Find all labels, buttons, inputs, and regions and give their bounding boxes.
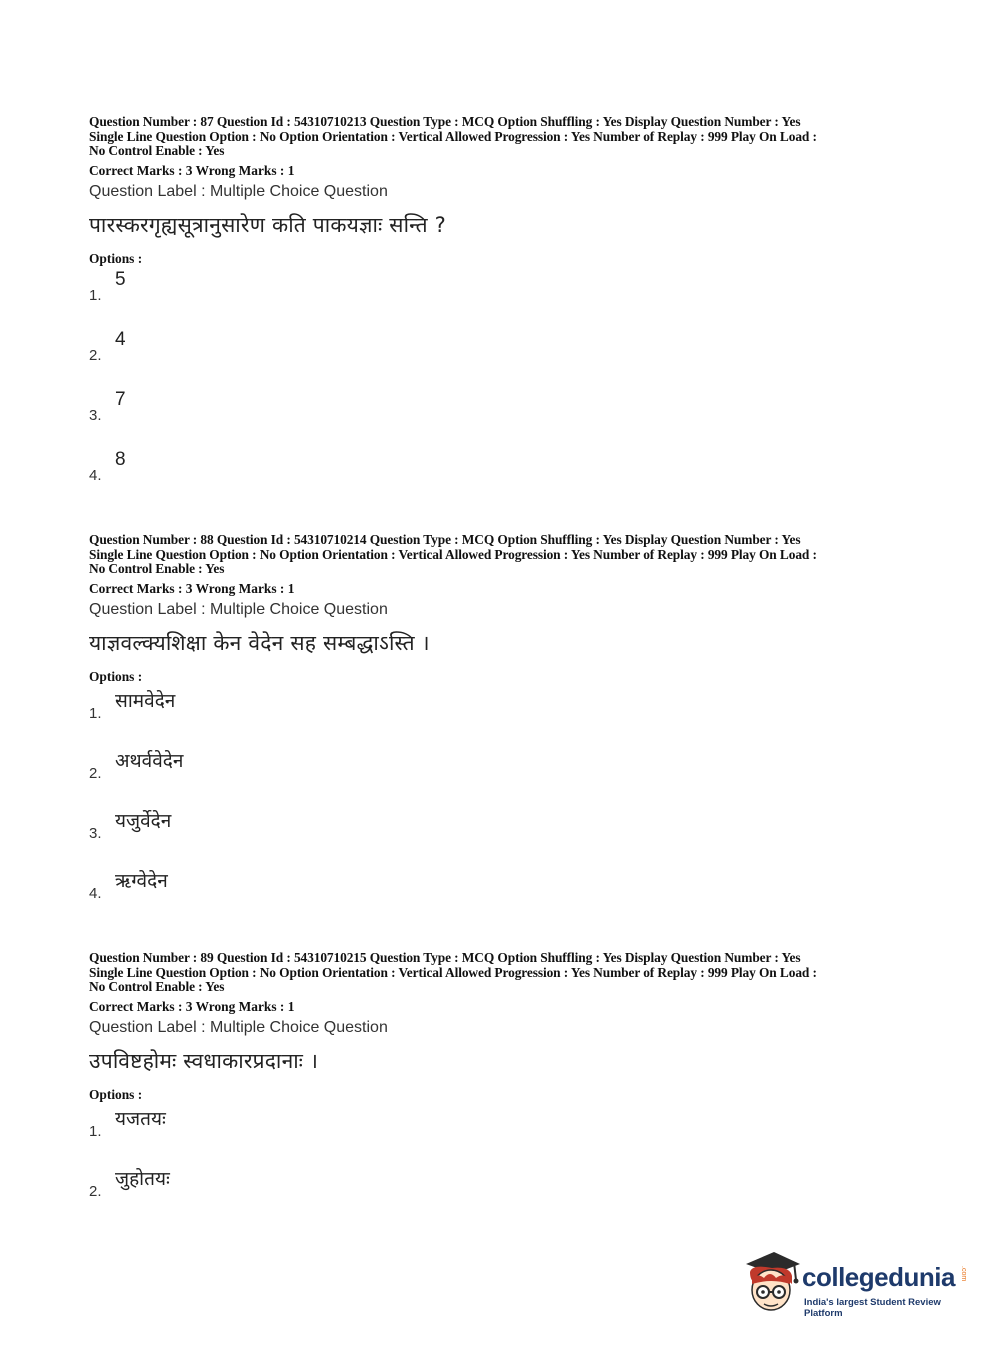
- question-label: Question Label : Multiple Choice Question: [89, 1018, 388, 1036]
- option-number: 1.: [89, 1122, 102, 1140]
- option-value: 7: [115, 388, 126, 410]
- option-2[interactable]: [89, 327, 919, 387]
- option-number: 1.: [89, 286, 102, 304]
- option-value: यजुर्वेदेन: [115, 809, 172, 832]
- logo-brand-text: collegedunia: [802, 1262, 955, 1292]
- option-number: 3.: [89, 406, 102, 424]
- option-1[interactable]: [89, 1103, 919, 1163]
- question-text: पारस्करगृह्यसूत्रानुसारेण कति पाकयज्ञाः सन्ति ?: [89, 212, 446, 237]
- option-3[interactable]: [89, 805, 919, 865]
- question-label: Question Label : Multiple Choice Question: [89, 600, 388, 618]
- option-value: जुहोतयः: [115, 1167, 170, 1190]
- question-marks: Correct Marks : 3 Wrong Marks : 1: [89, 998, 295, 1014]
- option-number: 4.: [89, 466, 102, 484]
- question-meta: Question Number : 88 Question Id : 54310710214 Question Type : MCQ Option Shuffling : Yes Display Question Number : Yes Single Line Question Option : No Option Orientation : Vertical Allowed Progression : Yes Number of Replay : 999 Play On Load : No Control Enable : Yes: [89, 532, 817, 577]
- question-meta: Question Number : 87 Question Id : 54310710213 Question Type : MCQ Option Shuffling : Yes Display Question Number : Yes Single Line Question Option : No Option Orientation : Vertical Allowed Progression : Yes Number of Replay : 999 Play On Load : No Control Enable : Yes: [89, 114, 817, 159]
- option-number: 2.: [89, 764, 102, 782]
- option-number: 3.: [89, 824, 102, 842]
- options-title: Options :: [89, 1086, 143, 1102]
- collegedunia-logo[interactable]: [742, 1250, 972, 1318]
- question-marks: Correct Marks : 3 Wrong Marks : 1: [89, 580, 295, 596]
- option-2[interactable]: [89, 1163, 919, 1223]
- option-number: 2.: [89, 346, 102, 364]
- question-89: [89, 951, 919, 1223]
- question-87: [89, 115, 919, 507]
- question-marks: Correct Marks : 3 Wrong Marks : 1: [89, 162, 295, 178]
- option-4[interactable]: [89, 865, 919, 925]
- option-number: 1.: [89, 704, 102, 722]
- options-title: Options :: [89, 668, 143, 684]
- option-value: 4: [115, 328, 126, 350]
- question-label: Question Label : Multiple Choice Question: [89, 182, 388, 200]
- option-value: ऋग्वेदेन: [115, 869, 168, 892]
- option-value: 8: [115, 448, 126, 470]
- option-1[interactable]: [89, 267, 919, 327]
- graduate-mascot-icon: [742, 1250, 802, 1316]
- option-1[interactable]: [89, 685, 919, 745]
- options-title: Options :: [89, 250, 143, 266]
- question-text: उपविष्टहोमः स्वधाकारप्रदानाः ।: [89, 1048, 319, 1073]
- option-2[interactable]: [89, 745, 919, 805]
- question-text: याज्ञवल्क्यशिक्षा केन वेदेन सह सम्बद्धाऽस्ति ।: [89, 630, 430, 655]
- logo-com-text: .com: [960, 1266, 967, 1282]
- question-88: [89, 533, 919, 925]
- option-number: 2.: [89, 1182, 102, 1200]
- option-value: अथर्ववेदेन: [115, 749, 184, 772]
- option-value: यजतयः: [115, 1107, 166, 1130]
- option-value: सामवेदेन: [115, 689, 176, 712]
- question-meta: Question Number : 89 Question Id : 54310710215 Question Type : MCQ Option Shuffling : Yes Display Question Number : Yes Single Line Question Option : No Option Orientation : Vertical Allowed Progression : Yes Number of Replay : 999 Play On Load : No Control Enable : Yes: [89, 950, 817, 995]
- option-3[interactable]: [89, 387, 919, 447]
- option-value: 5: [115, 268, 126, 290]
- option-4[interactable]: [89, 447, 919, 507]
- logo-tagline: India's largest Student Review Platform: [804, 1297, 941, 1319]
- option-number: 4.: [89, 884, 102, 902]
